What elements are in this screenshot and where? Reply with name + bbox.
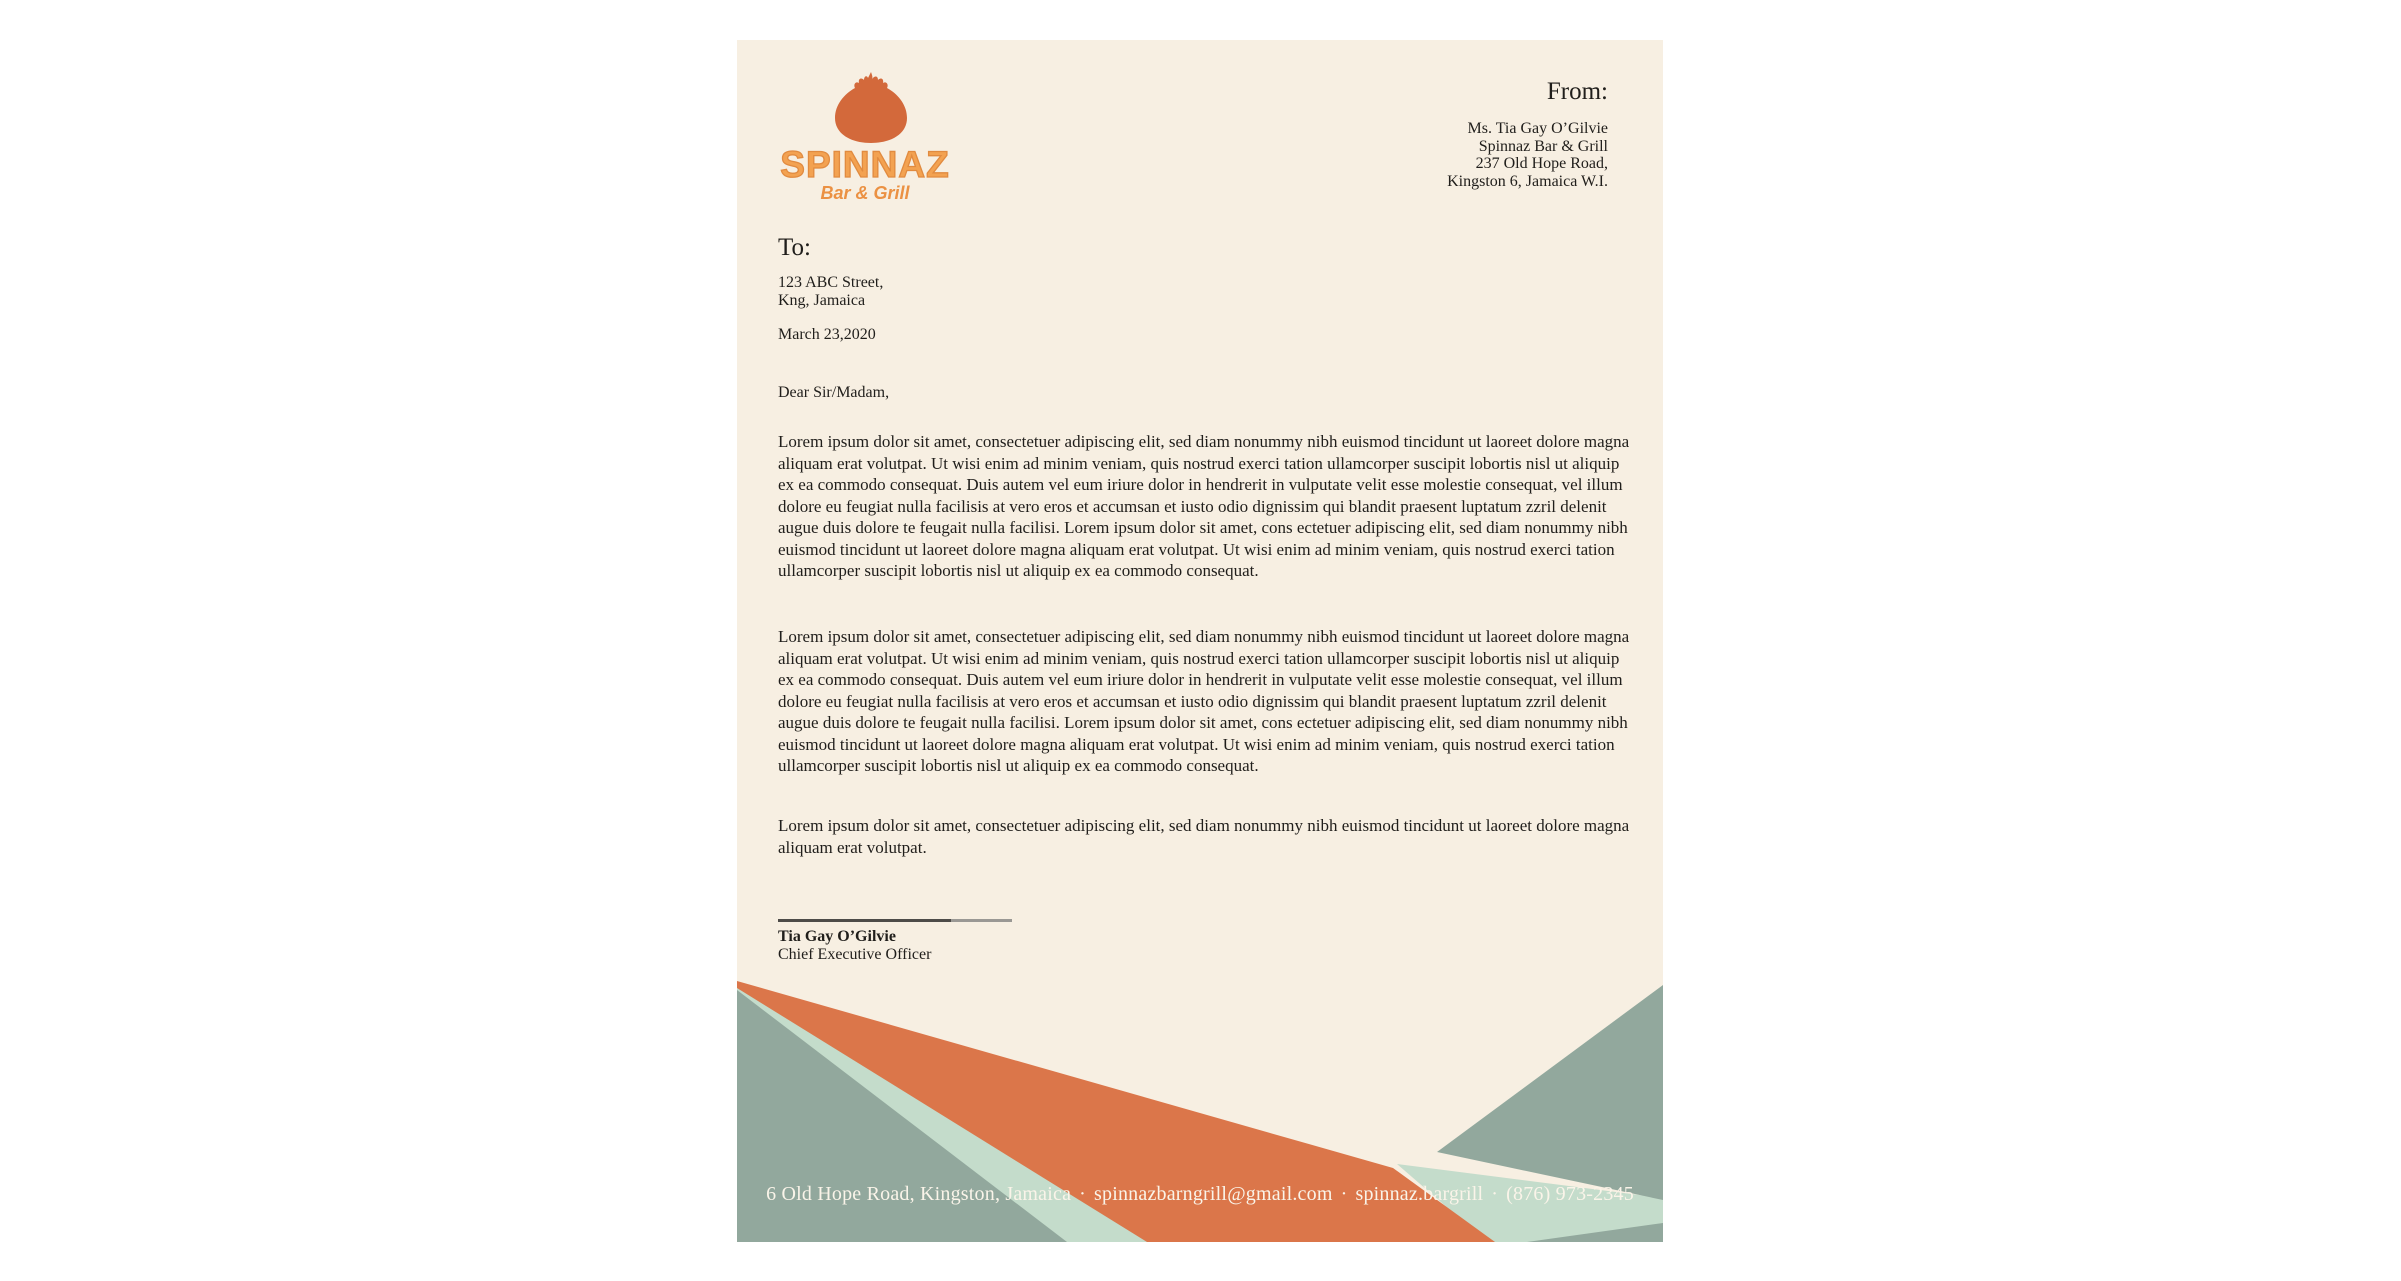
footer-phone: (876) 973-2345 bbox=[1506, 1183, 1634, 1205]
to-label: To: bbox=[778, 234, 811, 261]
logo-wordmark: SPINNAZ bbox=[780, 144, 950, 185]
footer-email: spinnazbarngrill@gmail.com bbox=[1094, 1183, 1333, 1205]
footer-separator: · bbox=[1491, 1183, 1499, 1205]
footer-contact-line bbox=[737, 1183, 1663, 1206]
from-label: From: bbox=[1546, 78, 1608, 105]
logo-blob-shape bbox=[835, 72, 907, 143]
letter-date: March 23,2020 bbox=[778, 326, 876, 343]
footer-separator: · bbox=[1079, 1183, 1087, 1205]
from-address-line: 237 Old Hope Road, bbox=[1475, 155, 1608, 172]
body-paragraph-1: Lorem ipsum dolor sit amet, consectetuer adipiscing elit, sed diam nonummy nibh euismod tincidunt ut laoreet dolore magna aliquam erat volutpat. Ut wisi enim ad minim veniam, quis nostrud exerci tation ullamcorper suscipit lobortis nisl ut aliquip ex ea commodo consequat. Duis autem vel eum iriure dolor in hendrerit in vulputate velit esse molestie consequat, vel illum dolore eu feugiat nulla facilisis at vero eros et accumsan et iusto odio dignissim qui blandit praesent luptatum zzril delenit augue duis dolore te feugait nulla facilisi. Lorem ipsum dolor sit amet, cons ectetuer adipiscing elit, sed diam nonummy nibh euismod tincidunt ut laoreet dolore magna aliquam erat volutpat. Ut wisi enim ad minim veniam, quis nostrud exerci tation ullamcorper suscipit lobortis nisl ut aliquip ex ea commodo consequat. bbox=[778, 432, 1630, 580]
logo-tagline: Bar & Grill bbox=[820, 183, 910, 203]
footer-social-handle: spinnaz.bargrill bbox=[1355, 1183, 1484, 1205]
letterhead-page bbox=[737, 40, 1663, 1242]
salutation: Dear Sir/Madam, bbox=[778, 384, 890, 401]
from-address-line: Kingston 6, Jamaica W.I. bbox=[1447, 172, 1608, 190]
footer-separator: · bbox=[1340, 1183, 1348, 1205]
footer-triangle-sage-right bbox=[1437, 985, 1663, 1200]
signature-title: Chief Executive Officer bbox=[778, 946, 932, 963]
to-address-line: Kng, Jamaica bbox=[778, 291, 866, 309]
from-address-line: Spinnaz Bar & Grill bbox=[1478, 137, 1608, 155]
signature-name: Tia Gay O’Gilvie bbox=[778, 928, 896, 945]
signature-line bbox=[778, 919, 1012, 922]
footer-address: 6 Old Hope Road, Kingston, Jamaica bbox=[766, 1183, 1072, 1205]
body-paragraph-3: Lorem ipsum dolor sit amet, consectetuer adipiscing elit, sed diam nonummy nibh euismod tincidunt ut laoreet dolore magna aliquam erat volutpat. bbox=[778, 816, 1630, 857]
to-address-block bbox=[778, 274, 883, 309]
from-address-block bbox=[1447, 120, 1608, 190]
body-paragraph-2: Lorem ipsum dolor sit amet, consectetuer adipiscing elit, sed diam nonummy nibh euismod tincidunt ut laoreet dolore magna aliquam erat volutpat. Ut wisi enim ad minim veniam, quis nostrud exerci tation ullamcorper suscipit lobortis nisl ut aliquip ex ea commodo consequat. Duis autem vel eum iriure dolor in hendrerit in vulputate velit esse molestie consequat, vel illum dolore eu feugiat nulla facilisis at vero eros et accumsan et iusto odio dignissim qui blandit praesent luptatum zzril delenit augue duis dolore te feugait nulla facilisi. Lorem ipsum dolor sit amet, cons ectetuer adipiscing elit, sed diam nonummy nibh euismod tincidunt ut laoreet dolore magna aliquam erat volutpat. Ut wisi enim ad minim veniam, quis nostrud exerci tation ullamcorper suscipit lobortis nisl ut aliquip ex ea commodo consequat. bbox=[778, 627, 1630, 775]
logo-flame-blob-icon bbox=[825, 70, 917, 146]
from-address-line: Ms. Tia Gay O’Gilvie bbox=[1467, 120, 1608, 137]
to-address-line: 123 ABC Street, bbox=[778, 274, 884, 291]
